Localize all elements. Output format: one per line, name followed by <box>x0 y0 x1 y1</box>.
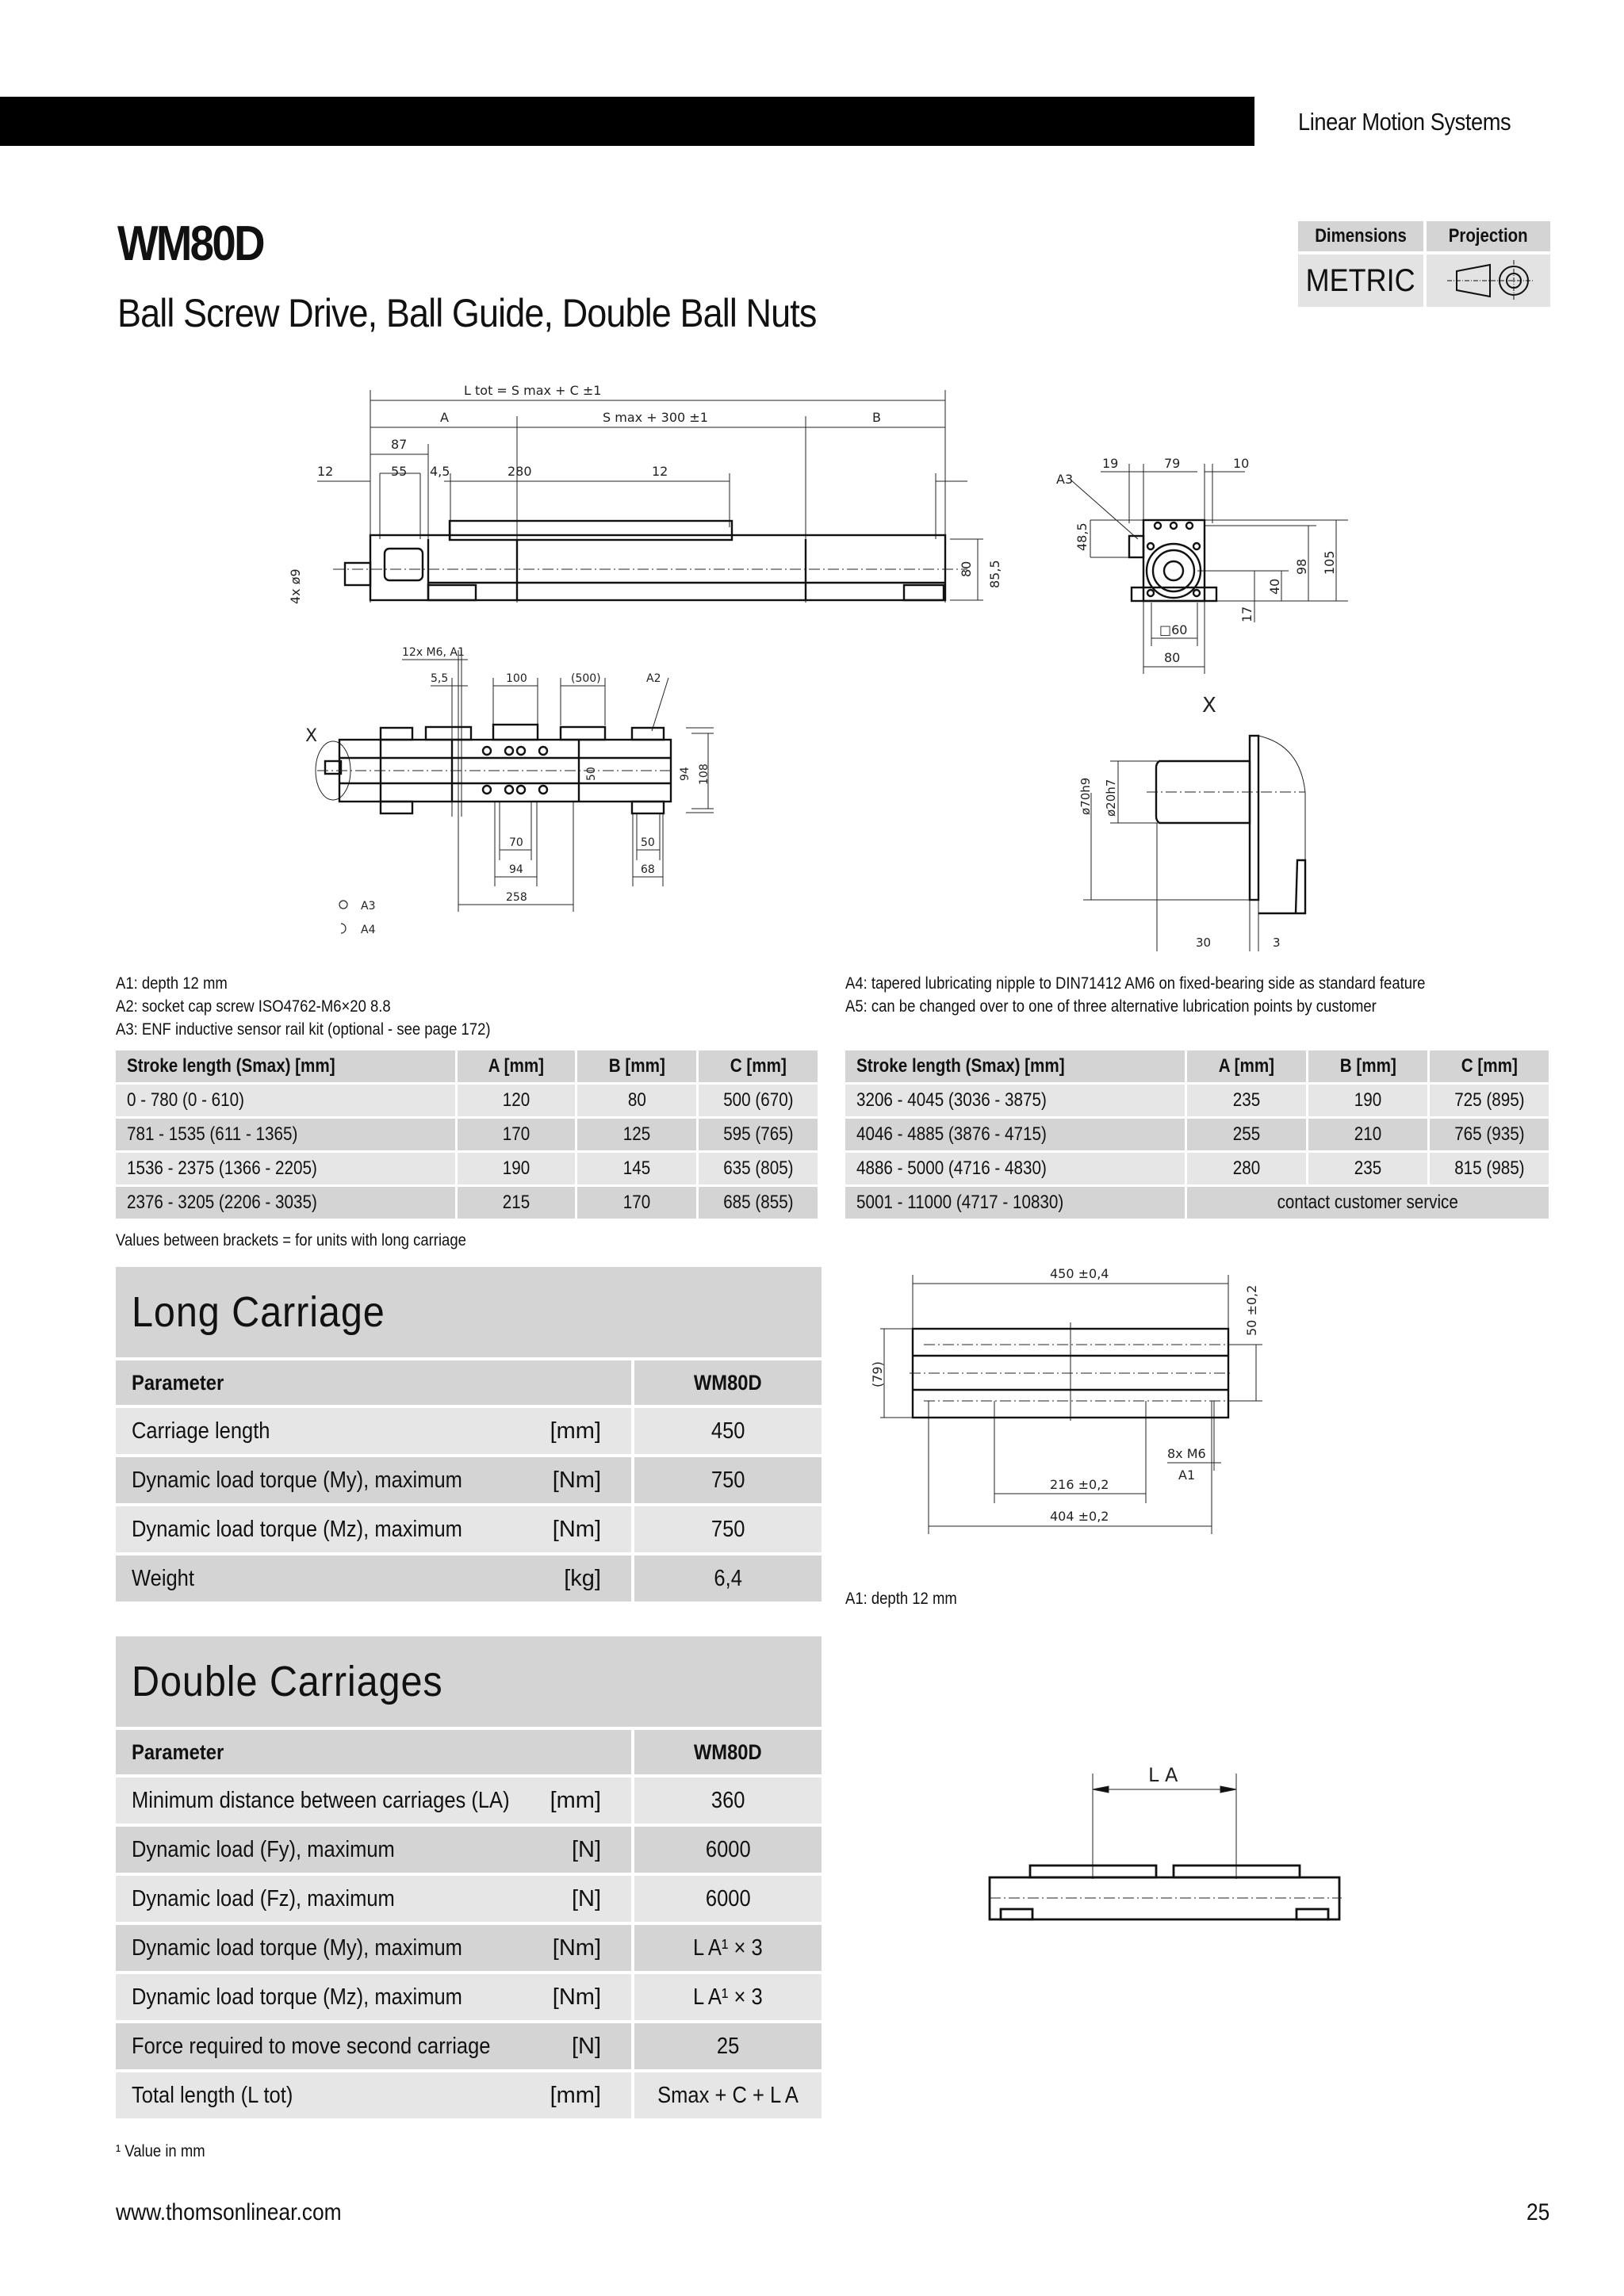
product-title: WM80D <box>117 216 263 271</box>
table-row: 781 - 1535 (611 - 1365) 170 125 595 (765) <box>116 1119 818 1150</box>
table-row: Weight [kg] 6,4 <box>116 1556 822 1601</box>
dimensions-value: METRIC <box>1298 254 1423 307</box>
col-c: C [mm] <box>699 1050 818 1082</box>
dim-12-left: 12 <box>317 464 334 479</box>
dim-80: 80 <box>959 561 974 577</box>
footer-url[interactable]: www.thomsonlinear.com <box>116 2199 342 2225</box>
long-carriage-section <box>116 1267 822 1605</box>
double-carriage-drawing <box>975 1744 1451 1950</box>
label-x-detail: X <box>1202 694 1216 718</box>
col-b: B [mm] <box>577 1050 696 1082</box>
table-row: 1536 - 2375 (1366 - 2205) 190 145 635 (805) <box>116 1153 818 1184</box>
dim-105: 105 <box>1322 550 1337 575</box>
dim-100: 100 <box>506 672 527 685</box>
table-row: Dynamic load torque (Mz), maximum [Nm] L A¹ × 3 <box>116 1974 822 2020</box>
dim-404: 404 ±0,2 <box>1050 1509 1109 1524</box>
long-carriage-drawing <box>856 1253 1522 1570</box>
long-carriage-note: A1: depth 12 mm <box>845 1590 957 1608</box>
table-row: 3206 - 4045 (3036 - 3875) 235 190 725 (895) <box>845 1085 1549 1116</box>
dim-dia20h7: ø20h7 <box>1104 779 1118 817</box>
stroke-table-left <box>113 1048 820 1221</box>
dim-94: 94 <box>509 863 523 876</box>
dim-b: B <box>872 410 881 425</box>
dim-12-right: 12 <box>652 464 668 479</box>
table-row: Force required to move second carriage [N] 25 <box>116 2023 822 2069</box>
dim-10: 10 <box>1233 456 1250 471</box>
dim-79: 79 <box>1164 456 1181 471</box>
dim-12x-m6: 12x M6, A1 <box>402 646 465 659</box>
double-carriages-section <box>116 1636 822 2122</box>
dim-68: 68 <box>641 863 655 876</box>
dim-258: 258 <box>506 891 527 904</box>
table-header: Parameter WM80D <box>116 1360 822 1405</box>
dim-50-vertical: 50 <box>585 767 598 781</box>
table-row: 4886 - 5000 (4716 - 4830) 280 235 815 (985) <box>845 1153 1549 1184</box>
footnote: ¹ Value in mm <box>116 2142 205 2160</box>
dimensions-projection-box <box>1298 221 1550 310</box>
dim-80-width: 80 <box>1164 650 1181 665</box>
legend-a4: A4 <box>361 924 376 936</box>
dim-40: 40 <box>1267 578 1282 595</box>
dim-4-5: 4,5 <box>430 464 450 479</box>
dim-a: A <box>440 410 449 425</box>
table-row: Total length (L tot) [mm] Smax + C + L A <box>116 2072 822 2118</box>
note-a1: A1: depth 12 mm <box>116 974 228 993</box>
dim-5-5: 5,5 <box>431 672 449 685</box>
dim-8x-m6: 8x M6 <box>1167 1446 1206 1461</box>
table-row: 4046 - 4885 (3876 - 4715) 255 210 765 (935) <box>845 1119 1549 1150</box>
notes-left <box>116 972 542 1041</box>
table-row: Minimum distance between carriages (LA) [mm] 360 <box>116 1777 822 1823</box>
dim-4x-dia9: 4x ø9 <box>288 568 303 604</box>
stroke-table-right <box>843 1048 1551 1221</box>
table-header: Parameter WM80D <box>116 1730 822 1774</box>
dim-87: 87 <box>391 437 408 452</box>
table-row: Dynamic load torque (My), maximum [Nm] L A¹ × 3 <box>116 1925 822 1971</box>
col-b: B [mm] <box>1308 1050 1427 1082</box>
product-subtitle: Ball Screw Drive, Ball Guide, Double Ball Nuts <box>117 291 817 335</box>
note-a4: A4: tapered lubricating nipple to DIN71412 AM6 on fixed-bearing side as standard feature <box>845 974 1426 993</box>
dim-500: (500) <box>571 672 601 685</box>
dim-98: 98 <box>1294 558 1309 575</box>
dim-ltot: L tot = S max + C ±1 <box>464 383 602 398</box>
label-a2: A2 <box>646 672 661 685</box>
dim-79: (79) <box>870 1361 885 1387</box>
header-bar <box>0 97 1254 146</box>
col-a: A [mm] <box>458 1050 575 1082</box>
dim-19: 19 <box>1102 456 1119 471</box>
label-a3: A3 <box>1056 472 1074 487</box>
note-a3: A3: ENF inductive sensor rail kit (optional - see page 172) <box>116 1020 491 1039</box>
dim-17: 17 <box>1239 606 1254 622</box>
dim-85-5: 85,5 <box>987 560 1002 588</box>
end-view-drawing <box>1047 444 1348 682</box>
dim-50-tol: 50 ±0,2 <box>1244 1284 1259 1336</box>
dim-280: 280 <box>508 464 532 479</box>
col-stroke-length: Stroke length (Smax) [mm] <box>845 1050 1185 1082</box>
page-number: 25 <box>1526 2199 1550 2225</box>
col-stroke-length: Stroke length (Smax) [mm] <box>116 1050 455 1082</box>
notes-right <box>845 972 1504 1018</box>
dim-450: 450 ±0,4 <box>1050 1266 1109 1281</box>
table-row: Carriage length [mm] 450 <box>116 1408 822 1454</box>
dim-55: 55 <box>391 464 408 479</box>
dim-94-vertical: 94 <box>679 767 691 781</box>
detail-x-drawing <box>1063 682 1332 951</box>
dim-dia70h9: ø70h9 <box>1078 777 1093 815</box>
side-view-drawing <box>285 373 1002 626</box>
section-title: Long Carriage <box>116 1267 822 1357</box>
table-row: Dynamic load (Fz), maximum [N] 6000 <box>116 1876 822 1922</box>
legend-a3: A3 <box>361 900 376 913</box>
dim-30: 30 <box>1196 936 1212 950</box>
dim-3: 3 <box>1273 936 1281 950</box>
table-row: 0 - 780 (0 - 610) 120 80 500 (670) <box>116 1085 818 1116</box>
note-a2: A2: socket cap screw ISO4762-M6×20 8.8 <box>116 997 391 1016</box>
first-angle-projection-icon <box>1427 254 1550 307</box>
top-view-drawing <box>301 634 1015 936</box>
label-a1: A1 <box>1178 1468 1196 1483</box>
dim-smax300: S max + 300 ±1 <box>603 410 708 425</box>
dim-70: 70 <box>509 836 523 849</box>
dim-50: 50 <box>641 836 655 849</box>
table-row: Dynamic load torque (My), maximum [Nm] 750 <box>116 1457 822 1503</box>
section-label: Linear Motion Systems <box>1298 108 1511 136</box>
col-c: C [mm] <box>1430 1050 1549 1082</box>
dim-la: L A <box>1148 1764 1178 1786</box>
dim-48-5: 48,5 <box>1074 522 1090 551</box>
table-row: Dynamic load torque (Mz), maximum [Nm] 750 <box>116 1506 822 1552</box>
dim-216: 216 ±0,2 <box>1050 1477 1109 1492</box>
stroke-table-caption: Values between brackets = for units with long carriage <box>116 1231 466 1249</box>
note-a5: A5: can be changed over to one of three alternative lubrication points by customer <box>845 997 1377 1016</box>
dim-108: 108 <box>698 763 710 785</box>
table-row: 2376 - 3205 (2206 - 3035) 215 170 685 (855) <box>116 1187 818 1219</box>
col-a: A [mm] <box>1187 1050 1306 1082</box>
projection-label: Projection <box>1427 221 1550 251</box>
table-row: 5001 - 11000 (4717 - 10830) contact customer service <box>845 1187 1549 1219</box>
dimensions-label: Dimensions <box>1298 221 1423 251</box>
dim-square-60: □60 <box>1159 622 1188 637</box>
label-x: X <box>305 726 318 746</box>
section-title: Double Carriages <box>116 1636 822 1727</box>
table-row: Dynamic load (Fy), maximum [N] 6000 <box>116 1827 822 1873</box>
